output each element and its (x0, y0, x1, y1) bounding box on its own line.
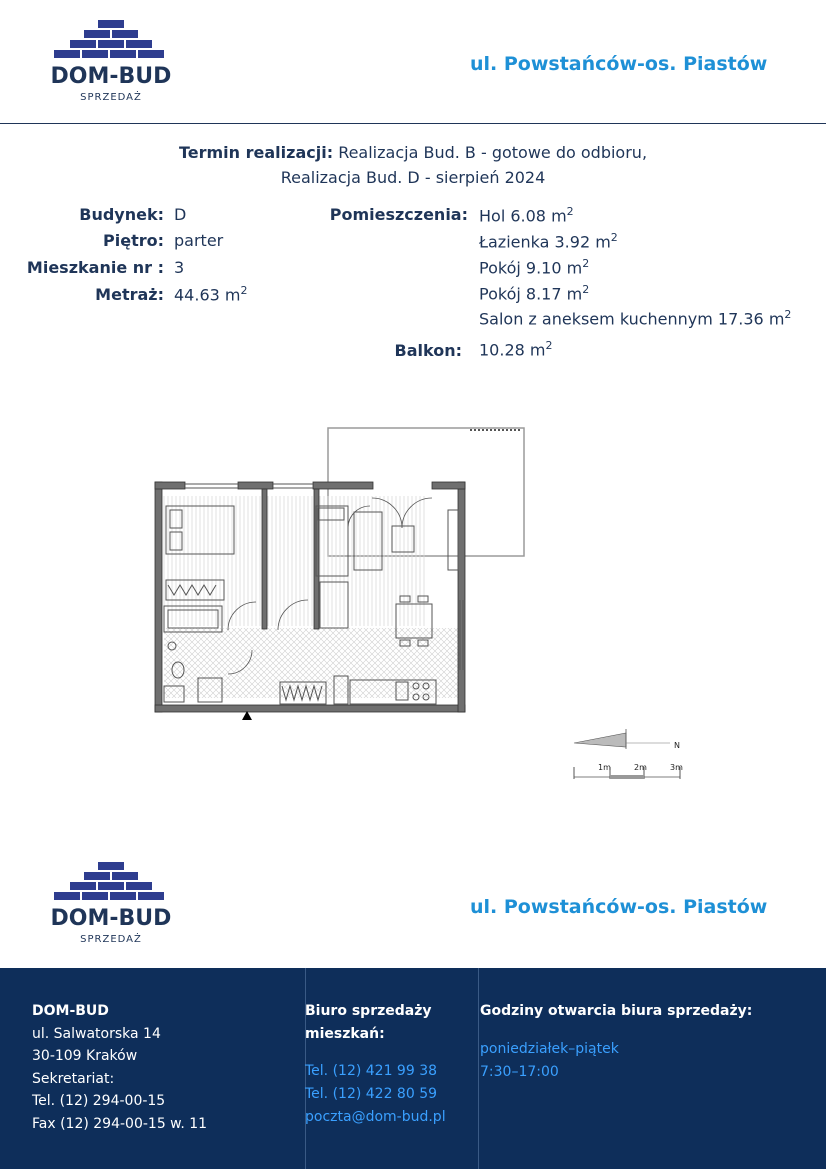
office-phone-1[interactable]: Tel. (12) 421 99 38 (305, 1063, 438, 1079)
pomieszczenia-label: Pomieszczenia: (329, 205, 468, 224)
brick-logo-icon (46, 20, 176, 66)
room-item: Pokój 8.17 $m^2$ (479, 283, 590, 304)
brand-logo (46, 20, 176, 110)
pietro-value: parter (174, 231, 224, 250)
north-label: N (674, 741, 680, 750)
room-item: Pokój 9.10 $m^2$ (479, 257, 590, 278)
scale-1m: 1m (598, 763, 611, 772)
termin-line-1 (0, 143, 826, 162)
balkon-value: 10.28 $m^2$ (479, 339, 553, 360)
room-item: Salon z aneksem kuchennym 17.36 $m^2$ (479, 308, 792, 329)
scale-3m: 3m (670, 763, 683, 772)
footer (0, 968, 826, 1169)
header-divider (0, 123, 826, 124)
street-title-bottom: ul. Powstańców-os. Piastów (470, 896, 768, 918)
pietro-label: Piętro: (103, 231, 164, 250)
floor-plan (150, 420, 530, 730)
termin-line-2: Realizacja Bud. D - sierpień 2024 (280, 168, 546, 187)
footer-hours-title: Godziny otwarcia biura sprzedaży: (480, 1003, 753, 1019)
brand-logo-bottom (46, 862, 176, 952)
brick-logo-icon (46, 862, 176, 908)
scale-2m: 2m (634, 763, 647, 772)
budynek-label: Budynek: (79, 205, 164, 224)
office-phone-2[interactable]: Tel. (12) 422 80 59 (305, 1086, 438, 1102)
office-email-link[interactable]: poczta@dom-bud.pl (305, 1109, 446, 1125)
scale-bar (570, 725, 690, 785)
room-item: Hol 6.08 $m^2$ (479, 205, 574, 226)
hours-days: poniedziałek–piątek (480, 1041, 619, 1057)
brand-subtitle: SPRZEDAŻ (80, 934, 142, 945)
mieszkanie-label: Mieszkanie nr : (26, 258, 164, 277)
termin-label: Termin realizacji: (178, 143, 334, 162)
room-item: Łazienka 3.92 $m^2$ (479, 231, 618, 252)
footer-company: DOM-BUD ul. Salwatorska 14 30-109 Kraków Sekretariat: Tel. (12) 294-00-15 Fax (12) 294-00-15 w. 11 (32, 1003, 208, 1132)
footer-divider (478, 968, 479, 1169)
metraz-value: 44.63 $m^2$ (174, 284, 248, 305)
balkon-label: Balkon: (394, 341, 462, 360)
brand-subtitle: SPRZEDAŻ (80, 92, 142, 103)
footer-office: Biuro sprzedaży mieszkań: (305, 1003, 432, 1042)
brand-name: DOM-BUD (50, 906, 172, 931)
mieszkanie-value: 3 (174, 258, 185, 277)
street-title: ul. Powstańców-os. Piastów (470, 53, 768, 75)
budynek-value: D (174, 205, 187, 224)
termin-value-1: Realizacja Bud. B - gotowe do odbioru, (338, 143, 648, 162)
hours-time: 7:30–17:00 (480, 1064, 559, 1080)
metraz-label: Metraż: (95, 285, 164, 304)
brand-name: DOM-BUD (50, 64, 172, 89)
